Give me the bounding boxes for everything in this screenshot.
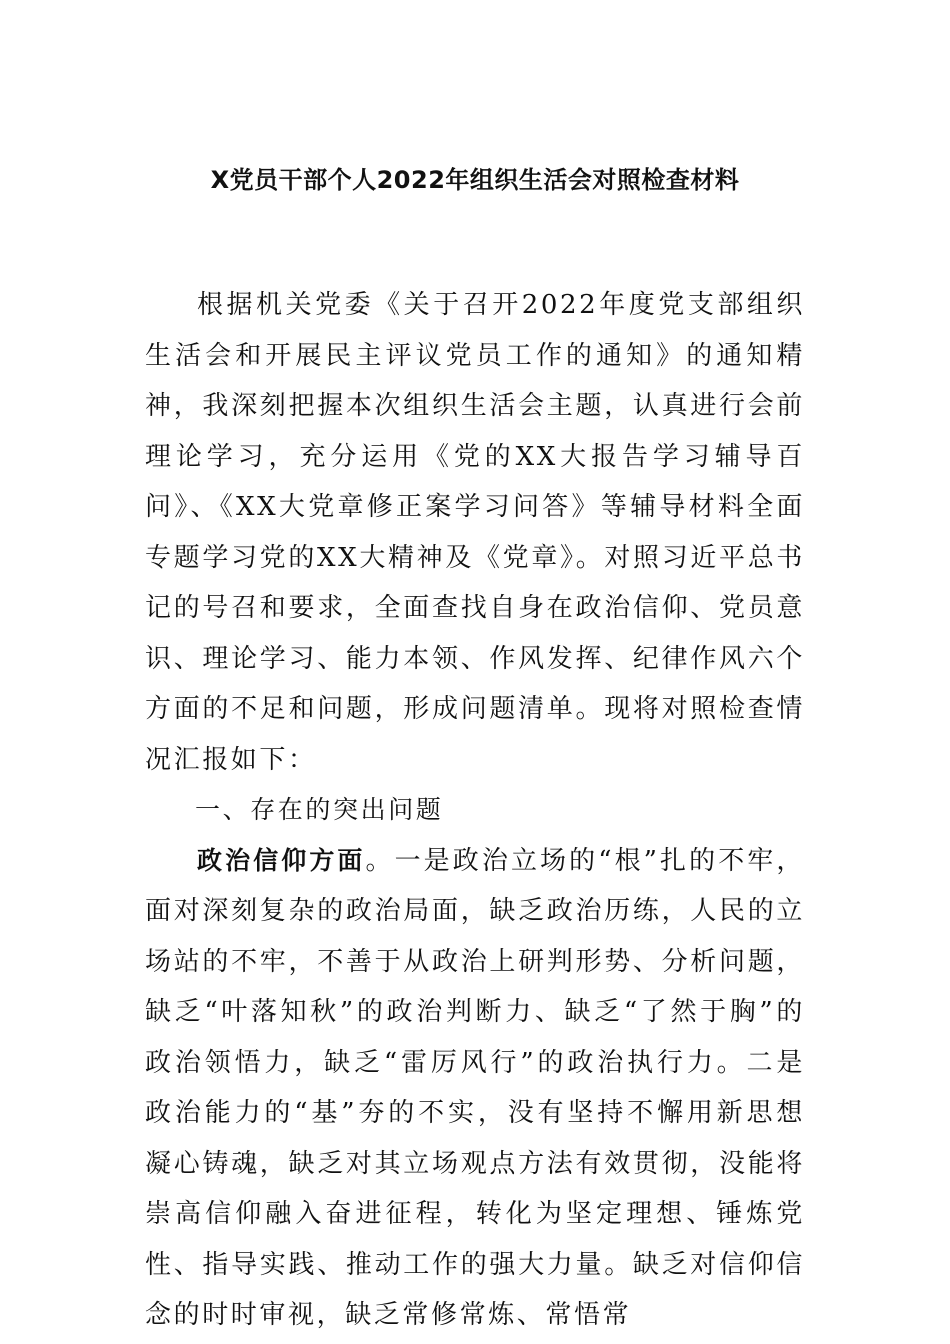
politics-lead: 政治信仰方面 xyxy=(197,845,366,875)
section-heading: 一、存在的突出问题 xyxy=(195,795,444,824)
politics-paragraph xyxy=(145,836,805,1341)
intro-paragraph: 根据机关党委《关于召开2022年度党支部组织生活会和开展民主评议党员工作的通知》的通知精神，我深刻把握本次组织生活会主题，认真进行会前理论学习，充分运用《党的XX大报告学习辅导百问》、《XX大党章修正案学习问答》等辅导材料全面专题学习党的XX大精神及《党章》。对照习近平总书记的号召和要求，全面查找自身在政治信仰、党员意识、理论学习、能力本领、作风发挥、纪律作风六个方面的不足和问题，形成问题清单。现将对照检查情况汇报如下： xyxy=(145,290,805,775)
document-title: X党员干部个人2022年组织生活会对照检查材料 xyxy=(210,166,740,194)
document-body xyxy=(145,280,805,1341)
politics-text: 。一是政治立场的“根”扎的不牢，面对深刻复杂的政治局面，缺乏政治历练，人民的立场站的不牢，不善于从政治上研判形势、分析问题，缺乏“叶落知秋”的政治判断力、缺乏“了然于胸”的政治领悟力，缺乏“雷厉风行”的政治执行力。二是政治能力的“基”夯的不实，没有坚持不懈用新思想凝心铸魂，缺乏对其立场观点方法有效贯彻，没能将崇高信仰融入奋进征程，转化为坚定理想、锤炼党性、指导实践、推动工作的强大力量。缺乏对信仰信念的时时审视，缺乏常修常炼、常悟常 xyxy=(145,845,805,1330)
